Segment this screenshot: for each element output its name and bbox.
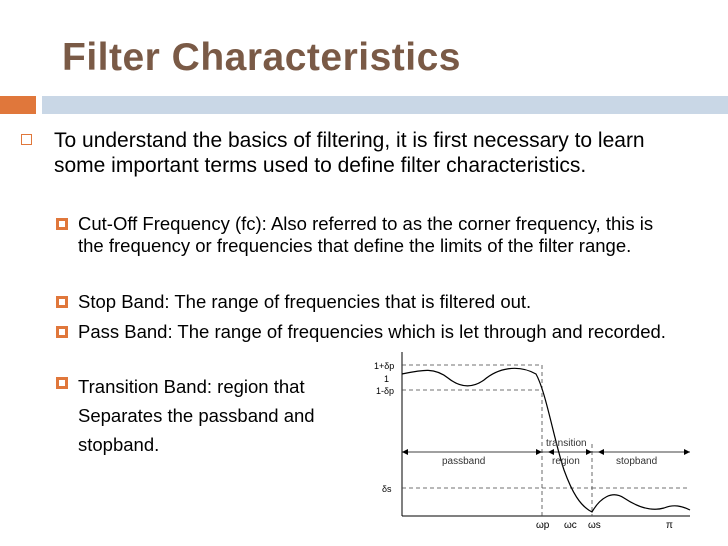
bullet-transition [78, 372, 398, 459]
bullet-transition-line1: Transition Band: region that [78, 376, 305, 397]
bullet-cutoff-text: Cut-Off Frequency (fc): Also referred to as the corner frequency, this is the frequency or frequencies that define the limits of the filter range. [78, 213, 654, 256]
transition-left-arrowhead [548, 449, 554, 455]
transition-right-arrowhead [586, 449, 592, 455]
stopband-right-arrowhead [684, 449, 690, 455]
intro-text: To understand the basics of filtering, it is first necessary to learn some important terms used to define filter characteristics. [54, 129, 645, 177]
x-label-pi: π [666, 520, 673, 531]
x-label-ws: ωs [588, 520, 601, 531]
bullet-stopband [78, 291, 698, 313]
slide-title: Filter Characteristics [62, 36, 462, 79]
x-label-wp: ωp [536, 520, 550, 531]
y-label-lower: 1-δp [376, 386, 395, 396]
stopband-left-arrowhead [598, 449, 604, 455]
passband-left-arrowhead [402, 449, 408, 455]
filter-response-diagram [360, 352, 700, 537]
square-bullet-icon [56, 218, 68, 230]
accent-bar [0, 96, 36, 114]
filter-response-svg [360, 352, 700, 532]
passband-label: passband [442, 456, 486, 467]
square-bullet-icon [56, 296, 68, 308]
square-bullet-icon [56, 326, 68, 338]
x-label-wc: ωc [564, 520, 577, 531]
y-label-upper: 1+δp [374, 361, 395, 371]
y-label-unity: 1 [384, 374, 390, 384]
passband-right-arrowhead [536, 449, 542, 455]
bullet-passband-text: Pass Band: The range of frequencies which is let through and recorded. [78, 321, 666, 342]
square-bullet-icon [56, 377, 68, 389]
region-label: region [552, 456, 580, 467]
hollow-square-bullet-icon [21, 134, 32, 145]
bullet-cutoff [78, 213, 678, 257]
title-divider-bar [42, 96, 728, 114]
transition-label: transition [546, 438, 587, 449]
bullet-stopband-text: Stop Band: The range of frequencies that is filtered out. [78, 291, 532, 312]
intro-paragraph [54, 128, 694, 178]
y-label-ds: δs [382, 484, 392, 494]
bullet-transition-line3: stopband. [78, 434, 160, 455]
bullet-transition-line2: Separates the passband and [78, 405, 315, 426]
bullet-passband [78, 321, 708, 343]
stopband-label: stopband [616, 456, 658, 467]
